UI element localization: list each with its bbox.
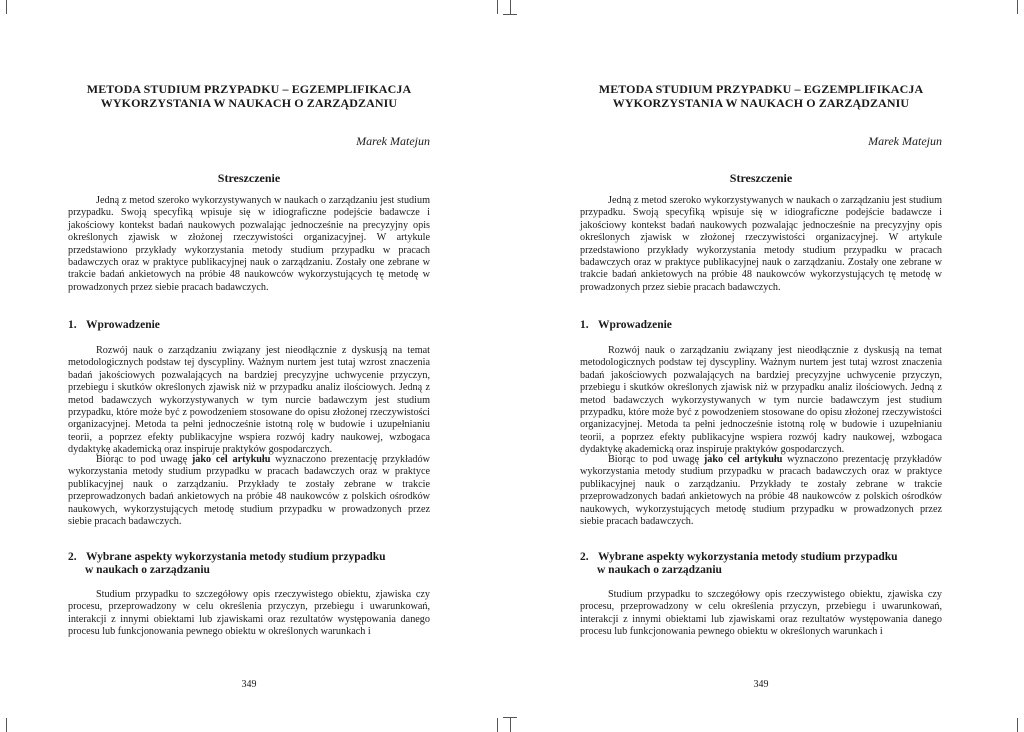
section-1-title: Wprowadzenie: [86, 319, 160, 331]
crop-mark: [6, 718, 7, 732]
crop-mark: [497, 718, 498, 732]
crop-mark: [503, 14, 517, 15]
section-1-heading: [68, 318, 430, 332]
article-title-line-2: WYKORZYSTANIA W NAUKACH O ZARZĄDZANIU: [100, 96, 398, 110]
crop-mark: [510, 0, 511, 14]
crop-mark: [1017, 718, 1018, 732]
right-page: [512, 0, 1024, 732]
section-1-paragraph-2: [68, 454, 430, 528]
bold-emphasis: jako cel artykułu: [703, 454, 783, 465]
section-2-title-line-2: w naukach o zarządzaniu: [597, 564, 722, 576]
abstract-text: Jedną z metod szeroko wykorzystywanych w naukach o zarządzaniu jest studium przypadku. Swoją specyfiką wpisuje się w idiograficzne podejście badawcze i jakościowy kontekst badań naukowych pozwalając jednocześnie na precyzyjny opis określonych zjawisk w złożonej rzeczywistości organizacyjnej. W artykule przedstawiono przykłady wykorzystania metody studium przypadku w pracach badawczych oraz w praktyce publikacyjnej nauk o zarządzaniu. Zostały one zebrane w trakcie badań ankietowych na próbie 48 naukowców wykorzystujących tę metodę w prowadzonych przez siebie pracach badawczych.: [580, 195, 942, 293]
section-2-heading: [68, 551, 430, 577]
paragraph-text: wyznaczono prezentację przykładów wykorzystania metody studium przypadku w pracach badawczych oraz w praktyce publikacyjnej nauk o zarządzaniu. Przykłady te zostały zebrane w trakcie przeprowadzonych badań ankietowych na próbie 48 naukowców z polskich ośrodków naukowych, wykorzystujących metodę studium przypadku w prowadzonych przez siebie pracach badawczych.: [580, 454, 942, 528]
article-title: [68, 82, 430, 110]
article-title-line-2: WYKORZYSTANIA W NAUKACH O ZARZĄDZANIU: [612, 96, 910, 110]
author-name: Marek Matejun: [868, 134, 942, 148]
abstract-heading: Streszczenie: [217, 171, 281, 185]
section-1-number: 1.: [68, 319, 77, 331]
article-title: [580, 82, 942, 110]
author-name: Marek Matejun: [356, 134, 430, 148]
paragraph-text: Biorąc to pod uwagę: [96, 454, 192, 465]
crop-mark: [497, 0, 498, 14]
paragraph-text: wyznaczono prezentację przykładów wykorzystania metody studium przypadku w pracach badawczych oraz w praktyce publikacyjnej nauk o zarządzaniu. Przykłady te zostały zebrane w trakcie przeprowadzonych badań ankietowych na próbie 48 naukowców z polskich ośrodków naukowych, wykorzystujących metodę studium przypadku w prowadzonych przez siebie pracach badawczych.: [68, 454, 430, 528]
crop-mark: [6, 0, 7, 14]
section-2-title-line-1: Wybrane aspekty wykorzystania metody studium przypadku: [598, 551, 898, 563]
abstract-heading: Streszczenie: [729, 171, 793, 185]
article-title-line-1: METODA STUDIUM PRZYPADKU – EGZEMPLIFIKACJA: [86, 82, 412, 96]
article-title-line-1: METODA STUDIUM PRZYPADKU – EGZEMPLIFIKACJA: [598, 82, 924, 96]
page-number: 349: [241, 679, 257, 690]
section-2-number: 2.: [580, 551, 589, 563]
section-2-paragraph-1: Studium przypadku to szczegółowy opis rzeczywistego obiektu, zjawiska czy procesu, przeprowadzony w celu określenia przyczyn, przebiegu i uwarunkowań, interakcji z innymi obiektami lub zjawiskami oraz rezultatów występowania danego procesu lub funkcjonowania pewnego obiektu w określonych warunkach i: [68, 589, 430, 638]
abstract-text: Jedną z metod szeroko wykorzystywanych w naukach o zarządzaniu jest studium przypadku. Swoją specyfiką wpisuje się w idiograficzne podejście badawcze i jakościowy kontekst badań naukowych pozwalając jednocześnie na precyzyjny opis określonych zjawisk w złożonej rzeczywistości organizacyjnej. W artykule przedstawiono przykłady wykorzystania metody studium przypadku w pracach badawczych oraz w praktyce publikacyjnej nauk o zarządzaniu. Zostały one zebrane w trakcie badań ankietowych na próbie 48 naukowców wykorzystujących tę metodę w prowadzonych przez siebie pracach badawczych.: [68, 195, 430, 293]
section-1-number: 1.: [580, 319, 589, 331]
section-2-heading: [580, 551, 942, 577]
crop-mark: [1017, 0, 1018, 14]
section-1-paragraph-2: [580, 454, 942, 528]
section-1-heading: [580, 318, 942, 332]
crop-mark: [510, 718, 511, 732]
section-1-paragraph-1: Rozwój nauk o zarządzaniu związany jest nieodłącznie z dyskusją na temat metodologicznych podstaw tej dyscypliny. Ważnym nurtem jest tutaj wzrost znaczenia badań jakościowych pozwalających na bardziej precyzyjne uchwycenie przyczyn, przebiegu i skutków określonych zjawisk niż w przypadku analiz ilościowych. Jedną z metod badawczych wykorzystywanych w tym nurcie badawczym jest studium przypadku, które może być z powodzeniem stosowane do opisu złożonej rzeczywistości organizacyjnej. Metoda ta pełni jednocześnie istotną rolę w budowie i uzupełnianiu teorii, a poprzez efekty publikacyjne wspiera rozwój kadry naukowej, wzbogaca dydaktykę akademicką oraz inspiruje praktyków gospodarczych.: [580, 345, 942, 456]
section-2-number: 2.: [68, 551, 77, 563]
section-2-title-line-1: Wybrane aspekty wykorzystania metody studium przypadku: [86, 551, 386, 563]
section-1-paragraph-1: Rozwój nauk o zarządzaniu związany jest nieodłącznie z dyskusją na temat metodologicznych podstaw tej dyscypliny. Ważnym nurtem jest tutaj wzrost znaczenia badań jakościowych pozwalających na bardziej precyzyjne uchwycenie przyczyn, przebiegu i skutków określonych zjawisk niż w przypadku analiz ilościowych. Jedną z metod badawczych wykorzystywanych w tym nurcie badawczym jest studium przypadku, które może być z powodzeniem stosowane do opisu złożonej rzeczywistości organizacyjnej. Metoda ta pełni jednocześnie istotną rolę w budowie i uzupełnianiu teorii, a poprzez efekty publikacyjne wspiera rozwój kadry naukowej, wzbogaca dydaktykę akademicką oraz inspiruje praktyków gospodarczych.: [68, 345, 430, 456]
bold-emphasis: jako cel artykułu: [191, 454, 271, 465]
page-number: 349: [753, 679, 769, 690]
paragraph-text: Biorąc to pod uwagę: [608, 454, 704, 465]
section-2-title-line-2: w naukach o zarządzaniu: [85, 564, 210, 576]
section-1-title: Wprowadzenie: [598, 319, 672, 331]
section-2-paragraph-1: Studium przypadku to szczegółowy opis rzeczywistego obiektu, zjawiska czy procesu, przeprowadzony w celu określenia przyczyn, przebiegu i uwarunkowań, interakcji z innymi obiektami lub zjawiskami oraz rezultatów występowania danego procesu lub funkcjonowania pewnego obiektu w określonych warunkach i: [580, 589, 942, 638]
